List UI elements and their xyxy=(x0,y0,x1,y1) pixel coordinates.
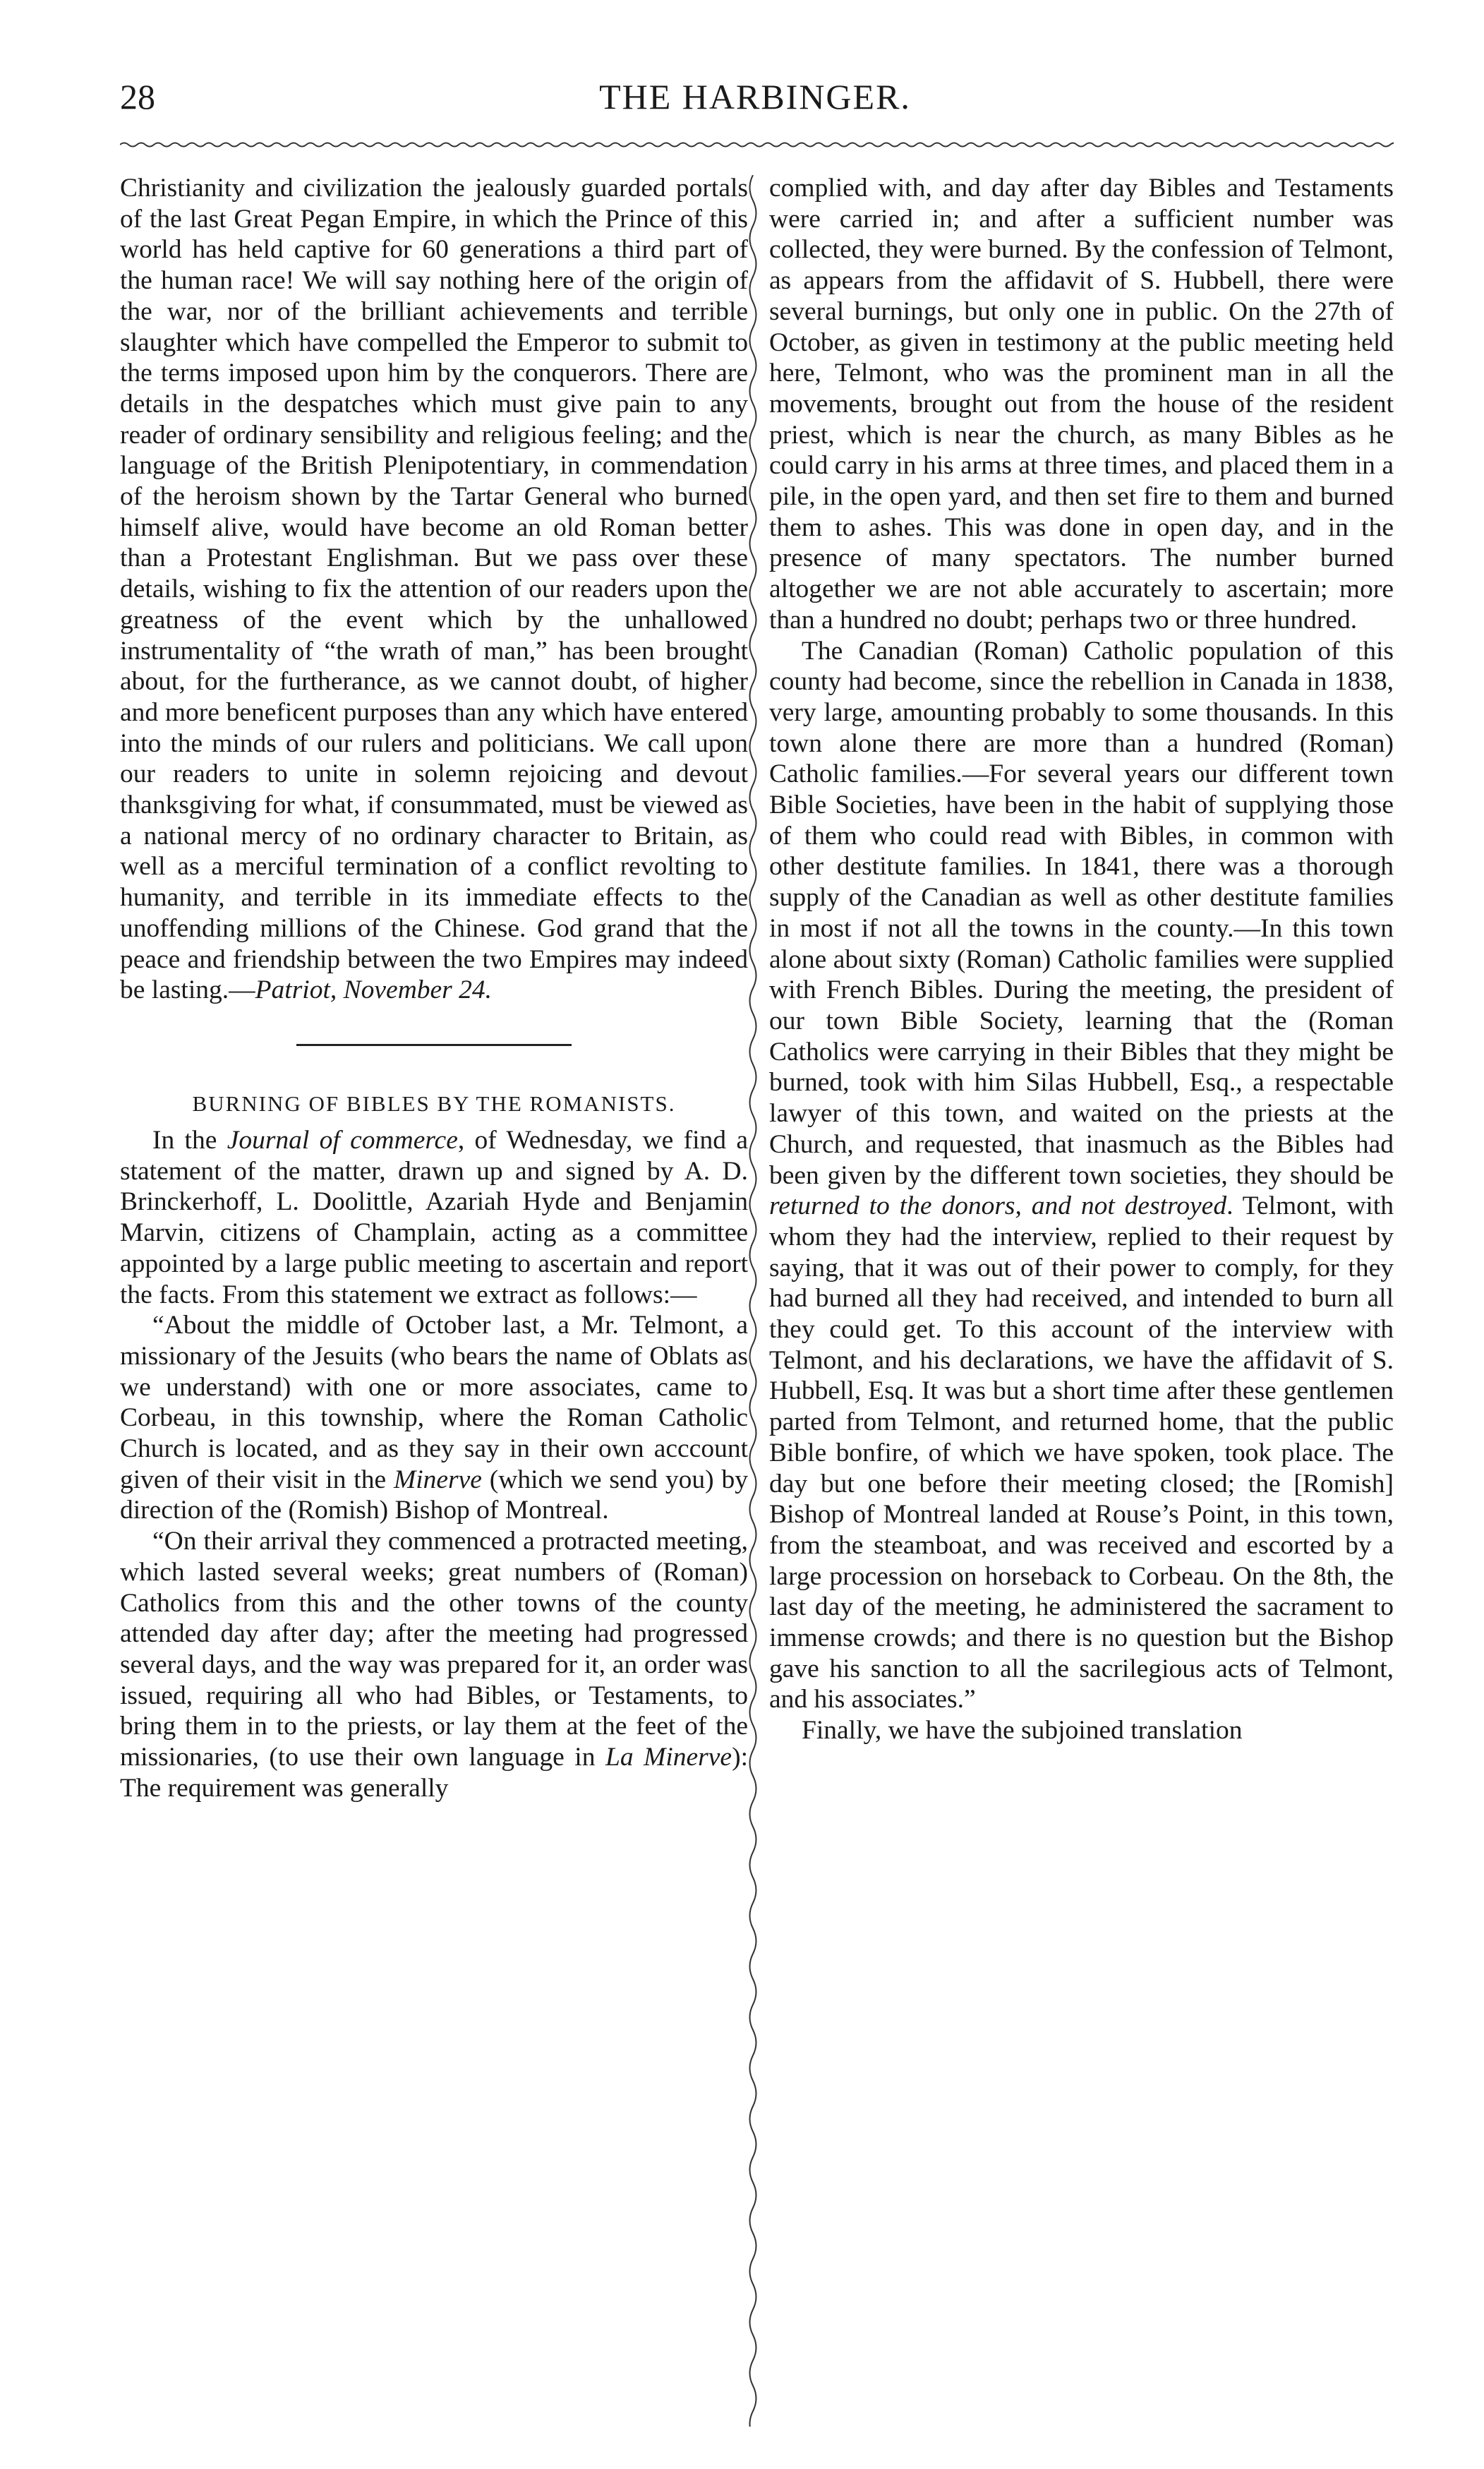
body-paragraph: Finally, we have the subjoined translation xyxy=(802,1716,1243,1746)
page-header xyxy=(120,76,1390,126)
article-source: Patriot, November 24. xyxy=(255,975,493,1005)
body-paragraph: In the Journal of commerce, of Wednesday, we find a statement of the matter, drawn up and signed by A. D. Brinckerhoff, L. Doolittle, Azariah Hyde and Benjamin Marvin, citizens of Champlain, acting as a committee appointed by a large public meeting to ascertain and report the facts. From this statement we extract as follows:— xyxy=(120,1125,748,1309)
body-paragraph: “On their arrival they commenced a protracted meeting, which lasted several weeks; great numbers of (Roman) Catholics from this and the other towns of the county attended day after day; after the meeting had progressed several days, and the way was prepared for it, an order was issued, requiring all who had Bibles, or Testaments, to bring them in to the priests, or lay them at the feet of the missionaries, (to use their own language in La Minerve): The requirement was generally xyxy=(120,1527,748,1803)
right-column xyxy=(769,173,1394,2460)
body-paragraph: “About the middle of October last, a Mr. Telmont, a missionary of the Jesuits (who bears the name of Oblats as we understand) with one or more associates, came to Corbeau, in this township, where the Roman Catholic Church is located, and as they say in their own acccount given of their visit in the Minerve (which we send you) by direction of the (Romish) Bishop of Montreal. xyxy=(120,1311,748,1525)
page-number: 28 xyxy=(120,77,155,116)
body-paragraph: complied with, and day after day Bibles and Testaments were carried in; and after a sufficient number was collected, they were burned. By the confession of Telmont, as appears from the affidavit of S. Hubbell, there were several burnings, but only one in public. On the 27th of October, as given in testimony at the public meeting held here, Telmont, who was the prominent man in all the movements, brought out from the house of the resident priest, which is near the church, as many Bibles as he could carry in his arms at three times, and placed them in a pile, in the open yard, and then set fire to them and burned them to ashes. This was done in open day, and in the presence of many spectators. The number burned altogether we are not able accurately to ascertain; more than a hundred no doubt; perhaps two or three hundred. xyxy=(769,174,1394,635)
left-column xyxy=(120,173,748,2460)
article-continuation-paragraph: Christianity and civilization the jealously guarded portals of the last Great Pegan Empire, in which the Prince of this world has held captive for 60 generations a third part of the human race! We will say nothing here of the origin of the war, nor of the brilliant achievements and terrible slaughter which have compelled the Emperor to submit to the terms imposed upon him by the conquerors. There are details in the despatches which must give pain to any reader of ordinary sensibility and religious feeling; and the language of the British Plenipotentiary, in commendation of the heroism shown by the Tartar General who burned himself alive, would have become an old Roman better than a Protestant Englishman. But we pass over these details, wishing to fix the attention of our readers upon the greatness of the event which by the unhallowed instrumentality of “the wrath of man,” has been brought about, for the furtherance, as we cannot doubt, of higher and more beneficent purposes than any which have entered into the minds of our rulers and politicians. We call upon our readers to unite in solemn rejoicing and devout thanksgiving for what, if consummated, must be viewed as a national mercy of no ordinary character to Britain, as well as a merciful termination of a conflict revolting to humanity, and terrible in its immediate effects to the unoffending millions of the Chinese. God grand that the peace and friendship between the two Empires may indeed be lasting.—Patriot, November 24. xyxy=(120,174,748,1005)
header-wavy-rule xyxy=(120,140,1394,150)
body-paragraph: The Canadian (Roman) Catholic population of this county had become, since the rebellion in Canada in 1838, very large, amounting probably to some thousands. In this town alone there are more than a hundred (Roman) Catholic families.—For several years our different town Bible Societies, have been in the habit of supplying those of them who could read with Bibles, in common with other destitute families. In 1841, there was a thorough supply of the Canadian as well as other destitute families in most if not all the towns in the county.—In this town alone about sixty (Roman) Catholic families were supplied with French Bibles. During the meeting, the president of our town Bible Society, learning that the (Roman Catholics were carrying in their Bibles that they might be burned, took with him Silas Hubbell, Esq., a respectable lawyer of this town, and waited on the priests at the Church, and requested, that inasmuch as the Bibles had been given by the different town societies, they should be returned to the donors, and not destroyed. Telmont, with whom they had the interview, replied to their request by saying, that it was out of their power to comply, for they had burned all they had received, and intended to burn all they could get. To this account of the interview with Telmont, and his declarations, we have the affidavit of S. Hubbell, Esq. It was but a short time after these gentlemen parted from Telmont, and returned home, that the public Bible bonfire, of which we have spoken, took place. The day but one before their meeting closed; the [Romish] Bishop of Montreal landed at Rouse’s Point, in this town, from the steamboat, and was received and escorted by a large procession on horseback to Corbeau. On the 8th, the last day of the meeting, he administered the sacrament to immense crowds; and there is no question but the Bishop gave his sanction to all the sacrilegious acts of Telmont, and his associates.” xyxy=(769,636,1394,1714)
section-divider xyxy=(296,1044,572,1046)
section-heading: BURNING OF BIBLES BY THE ROMANISTS. xyxy=(192,1091,676,1116)
running-title: THE HARBINGER. xyxy=(599,77,911,116)
column-divider xyxy=(742,175,764,2427)
